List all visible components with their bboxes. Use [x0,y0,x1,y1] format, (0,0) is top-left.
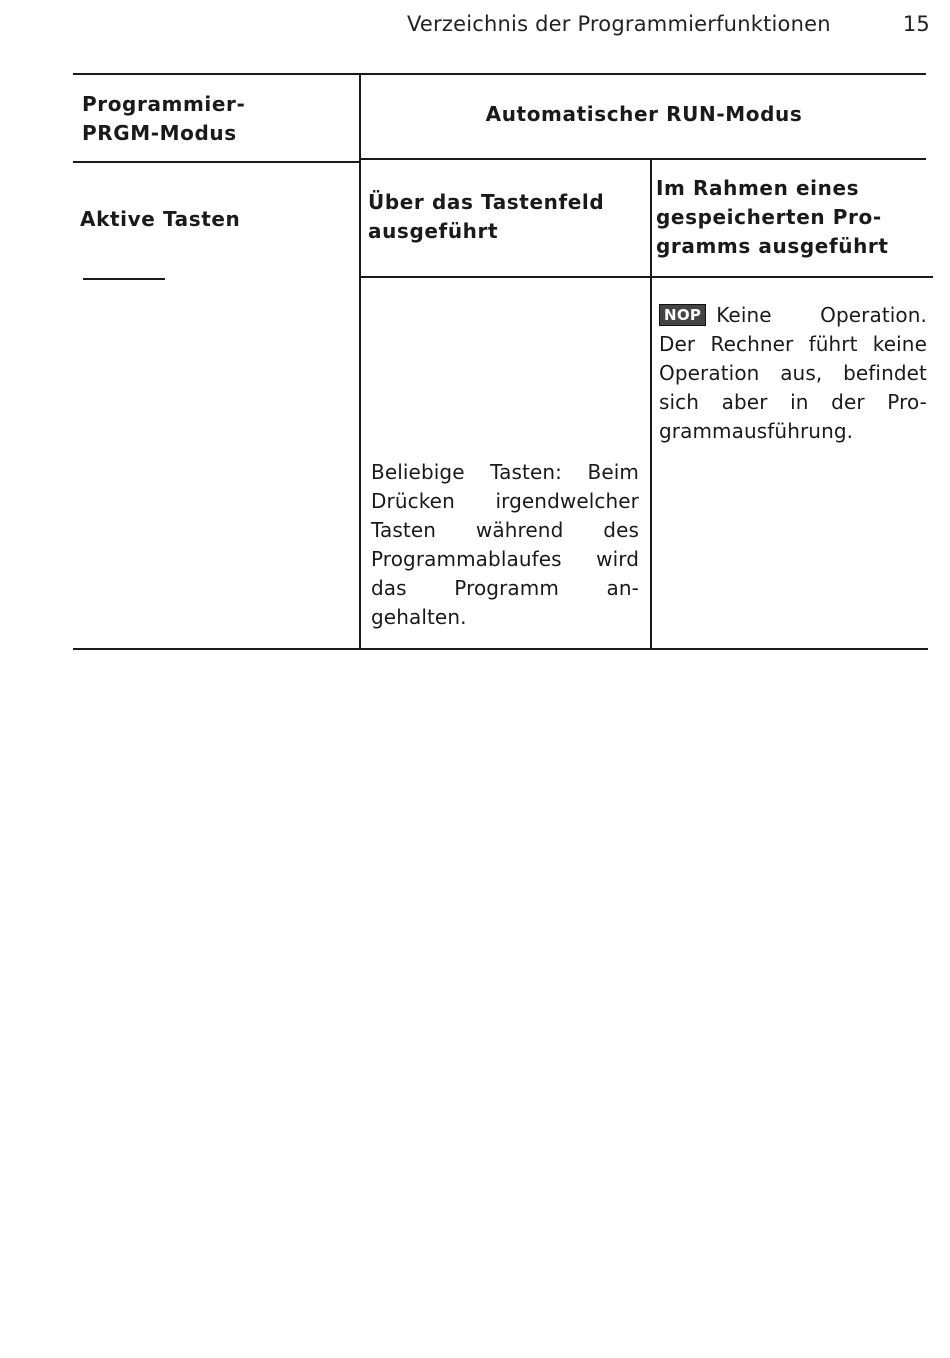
prgm-mode-header-line1: Programmier- [82,92,246,116]
keyboard-executed-header-line2: ausgeführt [368,219,499,243]
table-top-rule [73,73,926,75]
active-keys-label-text: Aktive Tasten [80,207,241,231]
header-rule-right [360,158,926,160]
program-executed-header-line1: Im Rahmen eines [656,176,860,200]
column-divider-sub [650,158,652,650]
page-title: Verzeichnis der Programmierfunktionen [407,12,831,36]
nop-key-label: NOP [659,304,706,326]
program-cell [659,301,927,446]
run-mode-header-text: Automatischer RUN-Modus [485,102,803,126]
program-cell-text: Keine Operation. Der Rechner führt keine Operation aus, befindet sich aber in der Pro- grammausführung. [659,303,927,443]
subheader-rule-left [83,278,165,280]
running-head [400,12,930,42]
program-executed-header-line3: gramms ausgeführt [656,234,889,258]
prgm-mode-header [82,90,352,148]
keyboard-cell-text: Beliebige Tasten: Beim Drücken irgendwelcher Tasten während des Programmablaufes wird das Programm an- gehalten. [371,460,639,629]
page-number: 15 [902,12,930,36]
run-mode-header [360,100,928,129]
column-divider-main [359,73,361,650]
program-executed-header [656,174,928,261]
table-bottom-rule [73,648,928,650]
active-keys-label [80,205,350,234]
keyboard-executed-header [368,188,648,246]
header-rule-left [73,161,360,163]
prgm-mode-header-line2: PRGM-Modus [82,121,237,145]
program-executed-header-line2: gespeicherten Pro- [656,205,882,229]
keyboard-executed-header-line1: Über das Tastenfeld [368,190,605,214]
subheader-rule-right [360,276,933,278]
keyboard-cell [371,458,639,632]
